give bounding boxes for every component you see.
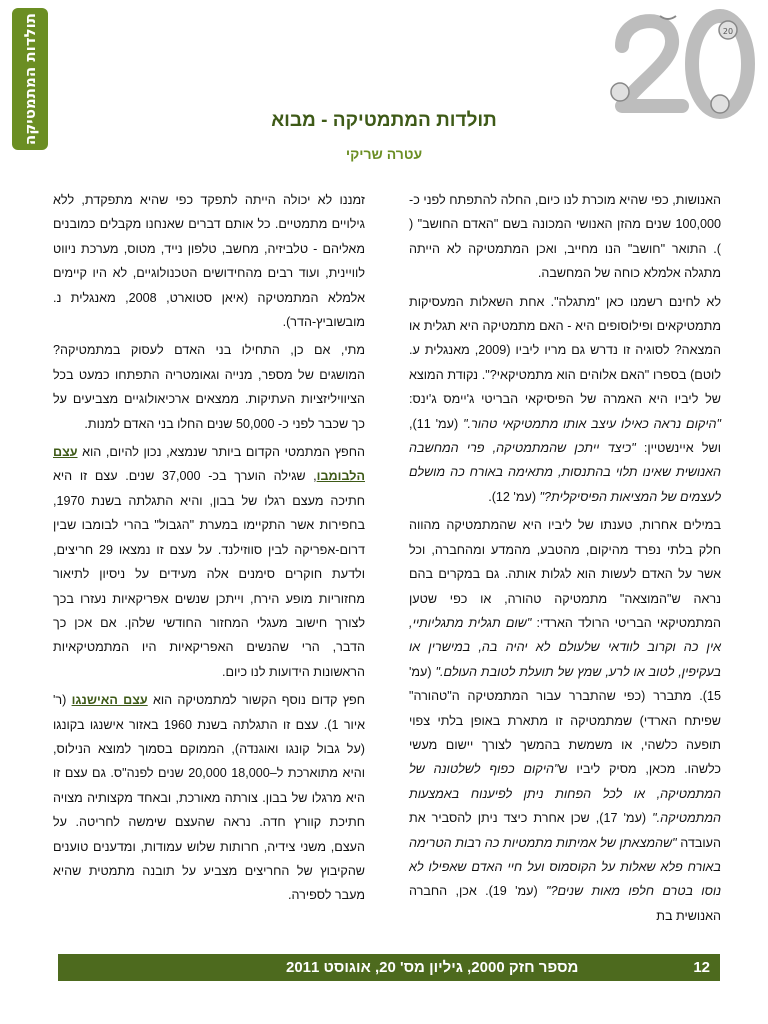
- quote: "היקום נראה כאילו עיצב אותו מתמטיקאי טהור.": [463, 416, 721, 431]
- paragraph: החפץ המתמטי הקדום ביותר שנמצא, נכון להיום, הוא עצם הלבומבו, שגילה הוערך בכ- 37,000 שנים. עצם זו היא חתיכה מעצם רגלו של בבון, והיא התגלתה בשנת 1970, בחפירות אשר התקיימו במערת "הגבול" בהרי לבומבו שבין דרום-אפריקה לבין סווזילנד. על עצם זו נמצאו 29 חריצים, ולדעת חוקרים סימנים אלה מעידים על ניסיון לתיאור מחזוריות מופע הירח, וייתכן שנשים אפריקאיות נעזרו בכך לצורך חישוב מעגלי המחזור החודשי שלהן. אם אכן כך הדבר, הרי שהנשים האפריקאיות היו המתמטיקאיות הראשונות הידועות לנו כיום.: [53, 445, 365, 679]
- paragraph: במילים אחרות, טענתו של ליביו היא שהמתמטיקה מהווה חלק בלתי נפרד מהיקום, מהטבע, מהמדע ומהחברה, וכל אשר על האדם לעשות הוא לגלות אותה. גם במקרים בהם נראה ש"המוצאה" מתמטיקה טהורה, או כפי שטען המתמטיקאי הבריטי הרולד הארדי: "שום תגלית מתגליותיי, אין כה וקרוב לוודאי שלעולם לא יהיה בה, במישרין או בעקיפין, לטוב או לרע, שמץ של תועלת לטובת העולם." (עמ' 15). מתברר (כפי שהתברר עבור המתמטיקה ה"טהורה" שפיתח הארדי) שמתמטיקה זו מתארת באופן בלתי צפוי תופעה כלשהי, או משמשת בהמשך לצורך יישום מעשי כלשהו. מכאן, מסיק ליביו ש"היקום כפוף לשלטונה של המתמטיקה, או לכל הפחות ניתן לפיענוח באמצעות המתמטיקה." (עמ' 17), שכן אחרת כיצד ניתן להסביר את העובדה "שהמצאתן של אמיתות מתמטיות כה רבות הטרימה באורח פלא שאלות על הקוסמוס ועל חיי האדם שאפילו לא נוסו בטרם חלפו מאות שנים?" (עמ' 19). אכן, החברה האנושית בת: [409, 518, 722, 923]
- text-column-right: [409, 188, 721, 932]
- article-title: תולדות המתמטיקה - מבוא: [271, 110, 497, 131]
- article-author: עטרה שריקי: [345, 146, 423, 162]
- paragraph: לא לחינם רשמנו כאן "מתגלה". אחת השאלות המעסיקות מתמטיקאים ופילוסופים היא - האם מתמטיקה היא תגלית או המצאה? לסוגיה זו נדרש גם מריו ליביו (2009, מאנגלית ע. לוטם) בספרו "האם אלוהים הוא מתמטיקאי?". נקודת המוצא של ליביו היא האמרה של הפיסיקאי הבריטי ג'יימס ג'ינס: "היקום נראה כאילו עיצב אותו מתמטיקאי טהור." (עמ' 11), ושל איינשטיין: "כיצד ייתכן שהמתמטיקה, פרי המחשבה האנושית שאינו תלוי בהתנסות, מתאימה באורח כה מושלם לעצמים של המציאות הפיסיקלית?" (עמ' 12).: [409, 294, 721, 504]
- paragraph: חפץ קדום נוסף הקשור למתמטיקה הוא עצם האישנגו (ר' איור 1). עצם זו התגלתה בשנת 1960 באזור אישנגו בקונגו (על גבול קונגו ואוגנדה), הממוקם בסמוך למוצא הנילוס, והיא מתוארכת ל–18,000 20,000 שנים לפנה"ס. גם עצם זו היא מרגלו של בבון. צורתה מאורכת, ובאחד מקצותיה מצויה חתיכת קוורץ חדה. נראה שהעצם שימשה לחריטה. על העצם, משני צידיה, חרותות שלוש עמודות, ומדענים טוענים שהקיבוץ של החריצים מצביע על תובנה מתמטית שהיא מעבר לספירה.: [53, 693, 366, 903]
- issue-info: מספר חזק 2000, גיליון מס' 20, אוגוסט 2011: [286, 959, 579, 976]
- quote: "שום תגלית מתגליותיי, אין כה וקרוב לוודאי שלעולם לא יהיה בה, במישרין או בעקיפין, לטוב או לרע, שמץ של תועלת לטובת העולם.": [409, 615, 721, 679]
- ishango-bone-link[interactable]: עצם האישנגו: [71, 693, 148, 708]
- quote: "היקום כפוף לשלטונה של המתמטיקה, או לכל הפחות ניתן לפיענוח באמצעות המתמטיקה.": [409, 762, 722, 826]
- paragraph: מתי, אם כן, התחילו בני האדם לעסוק במתמטיקה? המושגים של מספר, מנייה וגאומטריה התפתחו כמעט בכל הציוויליזציות העתיקות. ממצאים ארכיאולוגיים מצביעים על כך שכבר לפני כ- 50,000 שנים החלו בני האדם למנות.: [53, 343, 365, 431]
- section-tab-label: תולדות המתמטיקה: [21, 12, 39, 146]
- quote: "שהמצאתן של אמיתות מתמטיות כה רבות הטרימה באורח פלא שאלות על הקוסמוס ועל חיי האדם שאפילו לא נוסו בטרם חלפו מאות שנים?": [409, 835, 722, 899]
- quote: "כיצד ייתכן שהמתמטיקה, פרי המחשבה האנושית שאינו תלוי בהתנסות, מתאימה באורח כה מושלם לעצמים של המציאות הפיסיקלית?": [409, 441, 721, 504]
- lebombo-bone-term: עצם הלבומבו: [53, 445, 365, 484]
- text-column-left: [53, 188, 365, 912]
- paragraph: זמננו לא יכולה הייתה לתפקד כפי שהיא מתפקדת, ללא גילויים מתמטיים. כל אותם דברים שאנחנו מקבלים כמובנים מאליהם - טלביזיה, מחשב, טלפון נייד, מטוס, מערכת ניווט לוויינית, ועוד רבים מהחידושים הטכנולוגיים, לא היו קיימים אלמלא המתמטיקה (איאן סטוארט, 2008, מאנגלית נ. מובשוביץ-הדר).: [53, 193, 366, 330]
- svg-text:20: 20: [722, 27, 734, 36]
- page-footer: [58, 954, 720, 981]
- paragraph: האנושות, כפי שהיא מוכרת לנו כיום, החלה להתפתח לפני כ- 100,000 שנים מהזן האנושי המכונה בשם "האדם החושב" ( ). התואר "חושב" הנו מחייב, ואכן המתמטיקה לא הייתה מתגלה אלמלא כוחה של המחשבה.: [409, 193, 721, 281]
- issue-20-logo: [600, 6, 758, 126]
- page-number: 12: [693, 959, 710, 976]
